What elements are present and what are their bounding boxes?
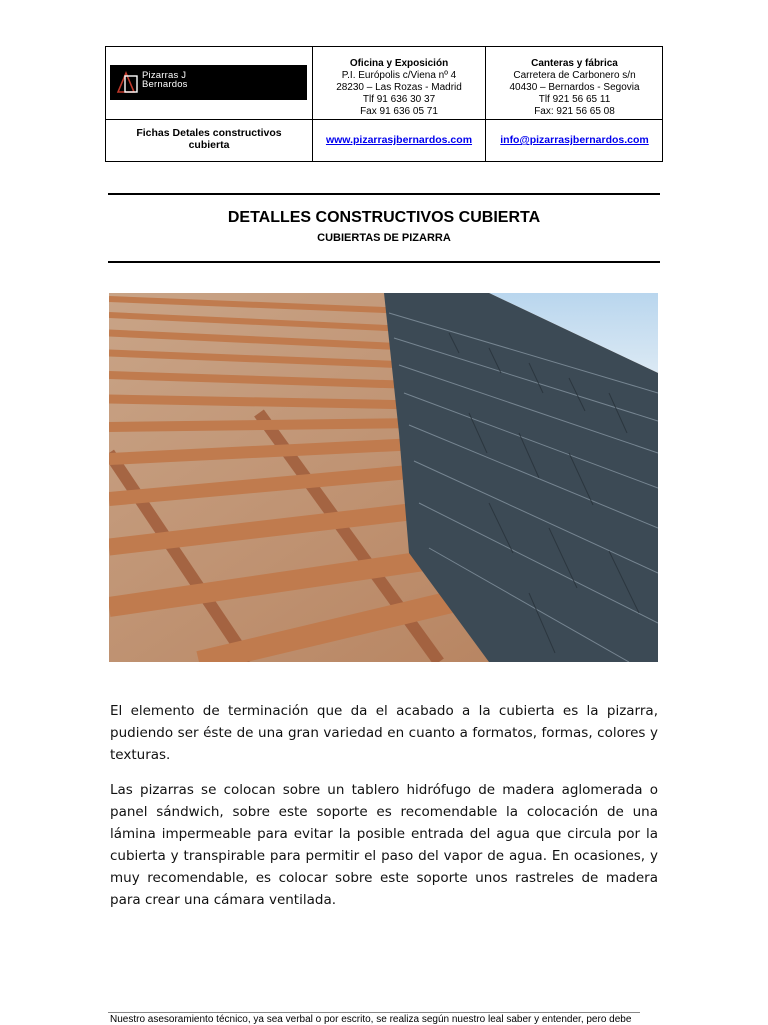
office-phone: Tlf 91 636 30 37 — [362, 94, 436, 105]
quarries-fax: Fax: 921 56 65 08 — [534, 106, 615, 117]
header-table — [105, 46, 663, 162]
website-cell — [313, 134, 485, 147]
office-address-1: P.I. Európolis c/Viena nº 4 — [341, 70, 457, 81]
quarries-phone: Tlf 921 56 65 11 — [538, 94, 611, 105]
quarries-title: Canteras y fábrica — [531, 58, 618, 69]
office-title: Oficina y Exposición — [349, 58, 449, 69]
title-bottom-rule — [108, 261, 660, 263]
email-cell — [486, 134, 663, 147]
table-divider — [106, 119, 662, 120]
doc-label-line-1: Fichas Detales constructivos — [136, 127, 282, 139]
office-info — [313, 58, 485, 118]
roof-photo — [109, 293, 658, 662]
quarries-address-2: 40430 – Bernardos - Segovia — [509, 82, 640, 93]
website-link[interactable]: www.pizarrasjbernardos.com — [325, 134, 473, 146]
page-title: DETALLES CONSTRUCTIVOS CUBIERTA — [227, 209, 541, 226]
title-top-rule — [108, 193, 660, 195]
office-fax: Fax 91 636 05 71 — [360, 106, 438, 117]
logo-line-1: Pizarras J — [142, 70, 187, 81]
page-subtitle: CUBIERTAS DE PIZARRA — [317, 232, 451, 244]
logo-text — [142, 71, 188, 89]
quarries-info — [486, 58, 663, 118]
logo-line-2: Bernardos — [142, 79, 188, 90]
email-link[interactable]: info@pizarrasjbernardos.com — [500, 134, 649, 146]
paragraph-2: Las pizarras se colocan sobre un tablero hidrófugo de madera aglomerada o panel sándwich, sobre este soporte es recomendable la colocación de una lámina impermeable para evitar la posible entrada del agua que circula por la cubierta y transpirable para permitir el paso del vapor de agua. En ocasiones, y muy recomendable, es colocar sobre este soporte unos rastreles de madera para crear una cámara ventilada. — [110, 782, 658, 908]
paragraph-1: El elemento de terminación que da el acabado a la cubierta es la pizarra, pudiendo ser éste de una gran variedad en cuanto a formatos, formas, colores y texturas. — [110, 703, 658, 763]
doc-label-line-2: cubierta — [188, 139, 230, 151]
footer-disclaimer: Nuestro asesoramiento técnico, ya sea verbal o por escrito, se realiza según nuestro leal saber y entender, pero debe — [110, 1014, 632, 1025]
footer-rule — [108, 1012, 640, 1013]
company-logo — [110, 65, 307, 100]
doc-label — [106, 127, 312, 151]
logo-mark-icon — [116, 70, 140, 94]
quarries-address-1: Carretera de Carbonero s/n — [513, 70, 636, 81]
office-address-2: 28230 – Las Rozas - Madrid — [336, 82, 462, 93]
